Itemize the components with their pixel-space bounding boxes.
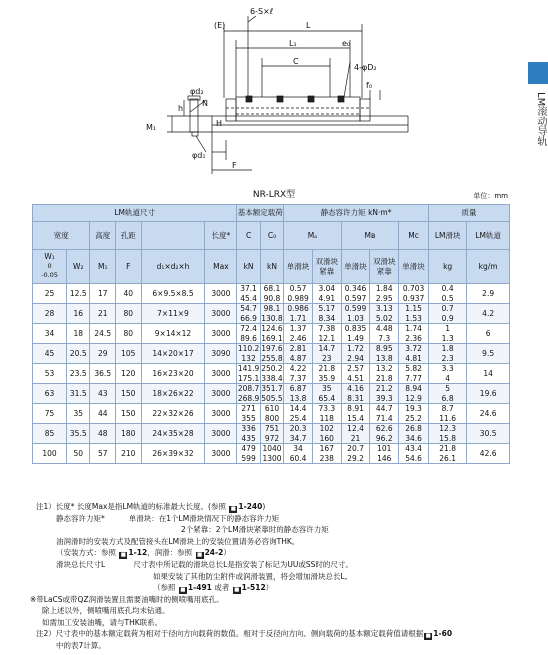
e0-label: e₀: [342, 39, 351, 48]
table-row: [33, 284, 510, 304]
mc-single-header: 单滑块: [399, 250, 429, 284]
holes-label: 4-φD₂: [354, 63, 377, 72]
cell-c: 271 355: [237, 404, 260, 424]
cell-w1: 28: [33, 304, 67, 324]
cell-m1: 36.5: [90, 364, 116, 384]
note-5-mid: ，润滑：参照: [147, 548, 195, 558]
note-8-ref2: 1-512: [241, 583, 266, 593]
cell-ma1: 34 60.4: [284, 444, 313, 464]
cell-ma1: 4.22 7.37: [284, 364, 313, 384]
cell-mc: 8.94 12.9: [399, 384, 429, 404]
cell-w2: 16: [67, 304, 90, 324]
cell-d: 16×23×20: [141, 364, 205, 384]
cell-blk: 3.3 4: [428, 364, 466, 384]
cell-c0: 124.6 169.1: [261, 324, 283, 343]
dxdxh-header: d₁×d₂×h: [141, 250, 205, 284]
kn2-header: kN: [260, 250, 283, 284]
m1-header: M₁: [90, 250, 116, 284]
cell-ma1: 14.4 25.4: [284, 404, 313, 424]
section-label: LM滚动导轨: [535, 92, 546, 147]
cell-c0: 98.1 130.8: [261, 304, 283, 323]
cell-w2: 23.5: [67, 364, 90, 384]
note-3: 2个紧靠：2个LM滑块紧靠时的静态容许力矩: [181, 525, 329, 535]
f0-label: f₀: [366, 81, 373, 90]
basic-load-header: 基本额定载荷: [237, 205, 284, 222]
cell-mb1: 12.4 21: [341, 424, 370, 444]
note-2: 静态容许力矩*: [56, 514, 105, 523]
cell-c: 336 435: [237, 424, 260, 444]
cell-mb1: 2.57 4.51: [341, 364, 370, 384]
cell-m1: 48: [90, 424, 116, 444]
static-moment-header: 静态容许力矩 kN·m*: [284, 205, 429, 222]
note-8: （参照: [153, 583, 178, 593]
w1-header: [33, 250, 67, 284]
note-12-ref: 1-60: [433, 629, 453, 639]
cell-f: 150: [116, 404, 142, 424]
cell-c: 479 599: [237, 444, 260, 464]
note-2-text: 单滑块：在1个LM滑块情况下的静态容许力矩: [128, 514, 280, 523]
table-row: [33, 324, 510, 344]
cell-mc: 5.82 7.77: [399, 364, 429, 384]
cell-d: 9×14×12: [141, 324, 205, 344]
note-11: 如需加工安装油嘴，请与THK联系。: [42, 617, 163, 627]
cell-d: 14×20×17: [141, 344, 205, 364]
cell-rail: 19.6: [467, 384, 510, 404]
cell-mb1: 0.835 1.49: [341, 324, 370, 344]
product-drawing: [0, 0, 548, 190]
unit-label: 单位：mm: [473, 192, 508, 200]
cell-w2: 35: [67, 404, 90, 424]
book-icon: ■: [196, 552, 203, 559]
cell-blk: 0.7 0.9: [428, 304, 466, 324]
cell-blk: 12.3 15.8: [428, 424, 466, 444]
cell-c0: 610 800: [260, 404, 283, 424]
cell-rail: 6: [467, 324, 510, 344]
mass-header: 质量: [428, 205, 509, 222]
cell-ma1: 0.57 0.989: [284, 284, 313, 304]
w1-tol: 0 -0.05: [41, 261, 58, 280]
cell-w1: 53: [33, 364, 67, 384]
cell-ma2: 21.8 35.9: [312, 364, 341, 384]
cell-mb2: 21.2 39.3: [370, 384, 399, 404]
cell-w1: 100: [33, 444, 67, 464]
note-1: 注1）长度* 长度Max是指LM轨道的标准最大长度。(参照: [36, 502, 229, 511]
cell-f: 80: [116, 324, 142, 344]
cell-ma2: 102 160: [312, 424, 341, 444]
cell-mc: 26.8 34.6: [399, 424, 429, 444]
cell-blk: 1.8 2.3: [428, 344, 466, 364]
cell-len: 3000: [205, 424, 237, 444]
mc-header: [399, 222, 429, 250]
mb-single-header: 单滑块: [341, 250, 370, 284]
cell-rail: 4.2: [467, 304, 510, 324]
lm-rail-header: LM轨道: [467, 222, 510, 250]
cell-ma2: 5.17 8.34: [312, 304, 341, 324]
c-header: C: [237, 222, 260, 250]
f-header: F: [116, 250, 142, 284]
cell-w2: 12.5: [67, 284, 90, 304]
f-label: F: [232, 161, 237, 170]
cell-c: 110.2 132: [237, 344, 260, 363]
cell-m1: 44: [90, 404, 116, 424]
table-row: [33, 444, 510, 464]
h-height-label: H: [216, 119, 223, 128]
cell-mb1: 0.346 0.597: [341, 284, 370, 304]
cell-len: 3000: [205, 284, 237, 304]
rail-dims-header: LM轨道尺寸: [33, 205, 237, 222]
note-6-text: 尺寸表中所记载的滑块总长L是指安装了标记为UU或SS时的尺寸。: [133, 560, 353, 570]
cell-f: 40: [116, 284, 142, 304]
cell-rail: 30.5: [467, 424, 510, 444]
hole-pitch-header: 孔距: [116, 222, 142, 250]
ma-label: Mₐ: [307, 230, 318, 240]
hole-spacer: [141, 222, 205, 250]
note-7: 如果安装了其他防尘附件或润滑装置，将会增加滑块总长L。: [153, 571, 353, 581]
cell-ma1: 20.3 34.7: [284, 424, 313, 444]
cell-f: 120: [116, 364, 142, 384]
cell-w2: 31.5: [67, 384, 90, 404]
kg-header: kg: [428, 250, 466, 284]
cell-mc: 1.74 2.36: [399, 324, 429, 344]
cell-ma1: 0.986 1.71: [284, 304, 313, 324]
cell-w1: 75: [33, 404, 67, 424]
model-caption: NR-LRX型: [252, 190, 296, 200]
cell-blk: 21.8 26.1: [428, 444, 466, 464]
table-row: [33, 404, 510, 424]
cell-mc: 1.15 1.53: [399, 304, 429, 324]
note-1-end: ): [262, 502, 266, 511]
note-9: ※带LaCS或带QZ润滑装置且需要油嘴时的侧喷嘴用底孔。: [30, 595, 224, 605]
cell-ma1: 1.37 2.46: [284, 324, 313, 344]
cell-ma2: 73.3 118: [312, 404, 341, 424]
cell-mb2: 62.6 96.2: [370, 424, 399, 444]
cell-mc: 3.72 4.81: [399, 344, 429, 364]
cell-len: 3000: [205, 444, 237, 464]
length-header: 长度*: [205, 222, 237, 250]
cell-c0: 1040 1300: [260, 444, 283, 464]
kn-header: kN: [237, 250, 260, 284]
cell-m1: 43: [90, 384, 116, 404]
cell-w1: 45: [33, 344, 67, 364]
table-row: [33, 344, 510, 364]
n-label: N: [202, 99, 208, 108]
cell-len: 3090: [205, 344, 237, 364]
h-label: h: [178, 104, 184, 113]
cell-f: 210: [116, 444, 142, 464]
cell-mb2: 4.48 7.3: [370, 324, 399, 344]
cell-rail: 9.5: [467, 344, 510, 364]
note-8-ref1: 1-491: [187, 583, 212, 593]
cell-rail: 2.9: [467, 284, 510, 304]
ma-header: [284, 222, 341, 250]
table-row: [33, 304, 510, 324]
note-13: 中的表7计算。: [56, 641, 106, 651]
cell-c: 141.9 175.1: [237, 364, 260, 383]
cell-ma2: 7.38 12.1: [312, 324, 341, 344]
table-row: [33, 364, 510, 384]
d1-label: φd₁: [192, 151, 206, 160]
cell-c0: 197.6 255.8: [261, 344, 283, 363]
cell-f: 180: [116, 424, 142, 444]
note-5: （安装方式：参照: [56, 548, 119, 558]
kgm-header: kg/m: [467, 250, 510, 284]
cell-ma2: 3.04 4.91: [312, 284, 341, 304]
cell-mb2: 1.84 2.95: [370, 284, 399, 304]
c-label: C: [293, 57, 299, 66]
cell-d: 26×39×32: [141, 444, 205, 464]
note-5-ref2: 24-2: [204, 548, 224, 558]
cell-mb1: 0.599 1.03: [341, 304, 370, 324]
table-row: [33, 384, 510, 404]
cell-blk: 5 6.8: [428, 384, 466, 404]
cell-w2: 35.5: [67, 424, 90, 444]
spec-table: [32, 204, 510, 464]
notes: [30, 501, 541, 652]
lm-block-header: LM滑块: [428, 222, 466, 250]
cell-w2: 20.5: [67, 344, 90, 364]
book-icon: ■: [230, 506, 236, 512]
note-5-ref1: 1-12: [128, 548, 148, 558]
cell-w2: 18: [67, 324, 90, 344]
cell-c: 37.1 45.4: [237, 284, 260, 304]
table-row: [33, 424, 510, 444]
cell-mb2: 44.7 71.4: [370, 404, 399, 424]
cell-w1: 34: [33, 324, 67, 344]
cell-c0: 250.2 338.4: [261, 364, 283, 383]
cell-d: 7×11×9: [141, 304, 205, 324]
cell-m1: 57: [90, 444, 116, 464]
ma-single-header: 单滑块: [284, 250, 313, 284]
cell-m1: 24.5: [90, 324, 116, 344]
cell-f: 105: [116, 344, 142, 364]
cell-mb2: 8.95 13.8: [370, 344, 399, 364]
note-4: 油润滑时的安装方式及配管接头在LM滑块上的安装位置请务必咨询THK。: [56, 536, 300, 546]
cell-d: 6×9.5×8.5: [141, 284, 205, 304]
cell-rail: 24.6: [467, 404, 510, 424]
book-icon: ■: [180, 587, 186, 594]
mb-label: Mʙ: [364, 230, 376, 240]
cell-w1: 25: [33, 284, 67, 304]
cell-mc: 0.703 0.937: [399, 284, 429, 304]
ma-double-header: 双滑块 紧靠: [312, 250, 341, 284]
bolt-label: 6-S×ℓ: [250, 7, 274, 16]
cell-mb2: 13.2 21.8: [370, 364, 399, 384]
cell-mc: 19.3 25.2: [399, 404, 429, 424]
cell-len: 3000: [205, 304, 237, 324]
cell-mb1: 4.16 8.31: [341, 384, 370, 404]
width-header: 宽度: [33, 222, 90, 250]
note-6: 滑块总长尺寸L: [56, 560, 106, 570]
cell-c: 208.7 268.9: [237, 384, 260, 403]
cell-f: 80: [116, 304, 142, 324]
cell-blk: 1 1.3: [428, 324, 466, 344]
mb-double-header: 双滑块 紧靠: [370, 250, 399, 284]
cell-m1: 17: [90, 284, 116, 304]
cell-blk: 0.4 0.5: [428, 284, 466, 304]
l-label: L: [306, 21, 311, 30]
cell-mb1: 20.7 29.2: [341, 444, 370, 464]
cell-mb1: 8.91 15.4: [341, 404, 370, 424]
e-label: (E): [214, 21, 226, 30]
cell-c0: 68.1 90.8: [260, 284, 283, 304]
w1-sym: W₁: [44, 252, 55, 262]
note-12: 注2）尺寸表中的基本额定载荷为相对于径向方向载荷的数值。相对于反径向方向、侧向载荷的基本额定载荷值请根据: [36, 629, 424, 639]
cell-ma1: 6.87 13.8: [284, 384, 313, 404]
cell-len: 3000: [205, 364, 237, 384]
note-10: 除上述以外，侧喷嘴用底孔均未钻通。: [42, 606, 170, 616]
cell-c: 72.4 89.6: [237, 324, 260, 344]
m1-label: M₁: [146, 123, 157, 132]
cell-d: 24×35×28: [141, 424, 205, 444]
mb-header: [341, 222, 398, 250]
cell-ma1: 2.81 4.87: [284, 344, 313, 364]
max-header: Max: [205, 250, 237, 284]
cell-rail: 42.6: [467, 444, 510, 464]
cell-rail: 14: [467, 364, 510, 384]
cell-w1: 85: [33, 424, 67, 444]
cell-blk: 8.7 11.6: [428, 404, 466, 424]
cell-c: 54.7 66.9: [237, 304, 260, 324]
book-icon: ■: [234, 587, 240, 594]
cell-ma2: 35 65.4: [312, 384, 341, 404]
note-8-mid: 或者: [211, 583, 232, 593]
cell-d: 22×32×26: [141, 404, 205, 424]
cell-mb2: 101 146: [370, 444, 399, 464]
cell-c0: 751 972: [260, 424, 283, 444]
cell-m1: 21: [90, 304, 116, 324]
note-8-end: ）: [265, 583, 274, 593]
height-header: 高度: [90, 222, 116, 250]
c0-header: C₀: [260, 222, 283, 250]
cell-len: 3000: [205, 404, 237, 424]
note-5-end: ）: [223, 548, 231, 558]
d2-label: φd₂: [190, 87, 204, 96]
cell-ma2: 167 238: [312, 444, 341, 464]
cell-w1: 63: [33, 384, 67, 404]
mc-label: Mᴄ: [408, 230, 419, 240]
cell-mb2: 3.13 5.02: [370, 304, 399, 324]
cell-c0: 351.7 505.5: [261, 384, 283, 403]
cell-len: 3000: [205, 324, 237, 344]
cell-mc: 43.4 54.6: [399, 444, 429, 464]
l1-label: L₁: [289, 39, 297, 48]
cell-f: 150: [116, 384, 142, 404]
cell-d: 18×26×22: [141, 384, 205, 404]
cell-ma2: 14.7 23: [312, 344, 341, 364]
note-1-ref: 1-240: [238, 502, 263, 511]
book-icon: ■: [425, 633, 431, 640]
cell-len: 3000: [205, 384, 237, 404]
book-icon: ■: [120, 552, 126, 559]
cell-m1: 29: [90, 344, 116, 364]
cell-mb1: 1.72 2.94: [341, 344, 370, 364]
cell-w2: 50: [67, 444, 90, 464]
w2-header: W₂: [67, 250, 90, 284]
